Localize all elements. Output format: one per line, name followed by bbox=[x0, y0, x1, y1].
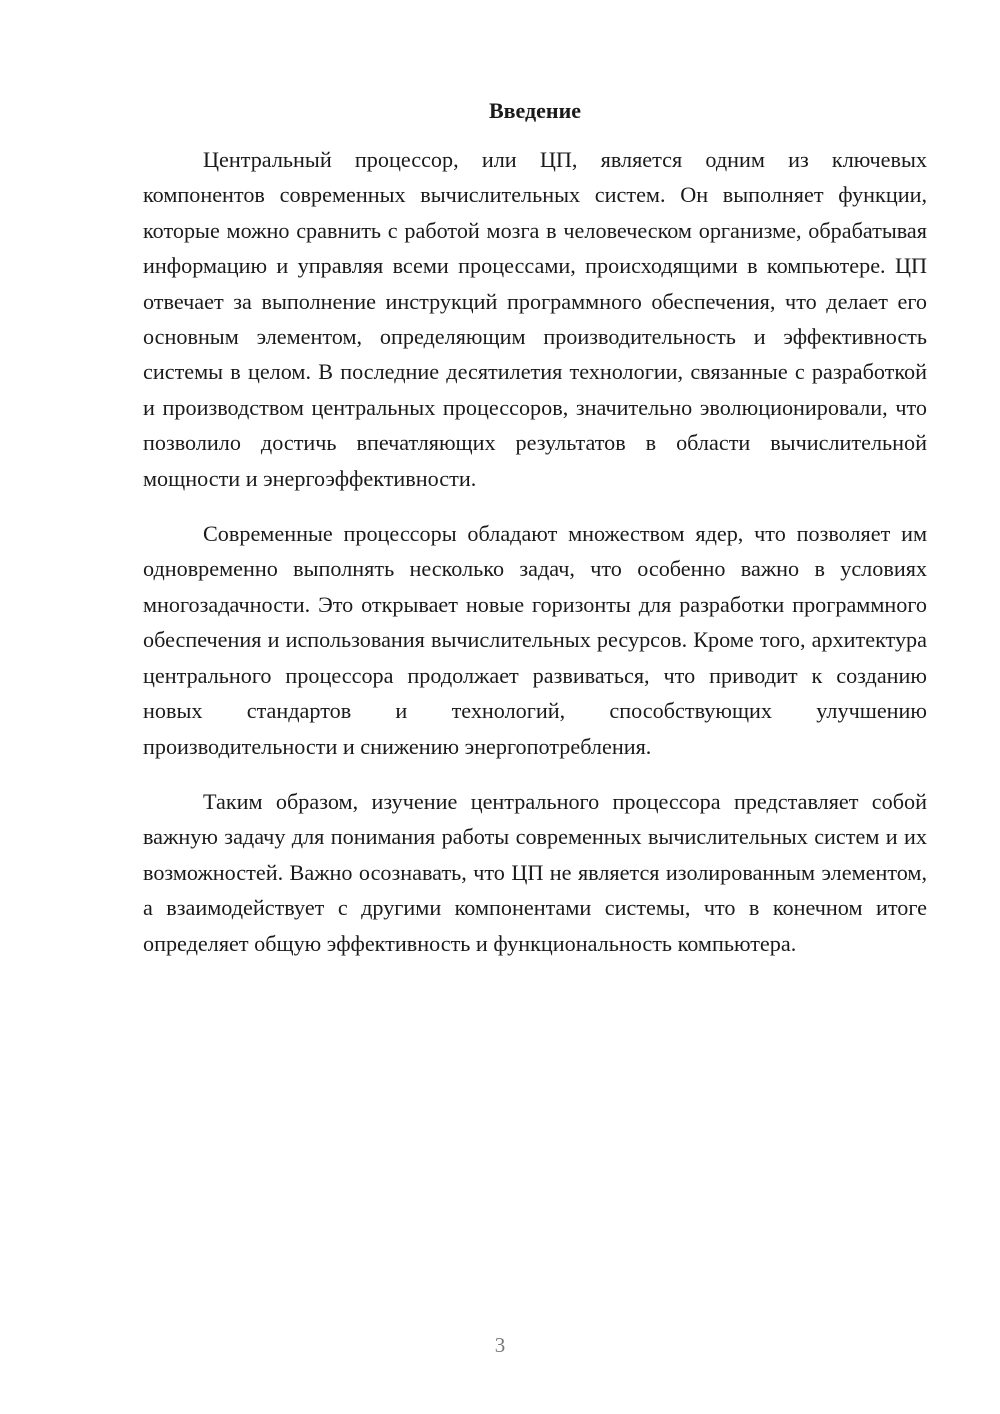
paragraph-1: Центральный процессор, или ЦП, является одним из ключевых компонентов современных вычислительных систем. Он выполняет функции, которые можно сравнить с работой мозга в человеческом организме, обрабатывая информацию и управляя всеми процессами, происходящими в компьютере. ЦП отвечает за выполнение инструкций программного обеспечения, что делает его основным элементом, определяющим производительность и эффективность системы в целом. В последние десятилетия технологии, связанные с разработкой и производством центральных процессоров, значительно эволюционировали, что позволило достичь впечатляющих результатов в области вычислительной мощности и энергоэффективности. bbox=[143, 147, 927, 491]
paragraph-3: Таким образом, изучение центрального процессора представляет собой важную задачу для понимания работы современных вычислительных систем и их возможностей. Важно осознавать, что ЦП не является изолированным элементом, а взаимодействует с другими компонентами системы, что в конечном итоге определяет общую эффективность и функциональность компьютера. bbox=[143, 788, 927, 956]
page-number: 3 bbox=[494, 1333, 506, 1357]
document-body bbox=[143, 142, 927, 981]
section-title: Введение bbox=[488, 98, 582, 123]
paragraph-2: Современные процессоры обладают множеством ядер, что позволяет им одновременно выполнять несколько задач, что особенно важно в условиях многозадачности. Это открывает новые горизонты для разработки программного обеспечения и использования вычислительных ресурсов. Кроме того, архитектура центрального процессора продолжает развиваться, что приводит к созданию новых стандартов и технологий, способствующих улучшению производительности и снижению энергопотребления. bbox=[143, 521, 927, 759]
